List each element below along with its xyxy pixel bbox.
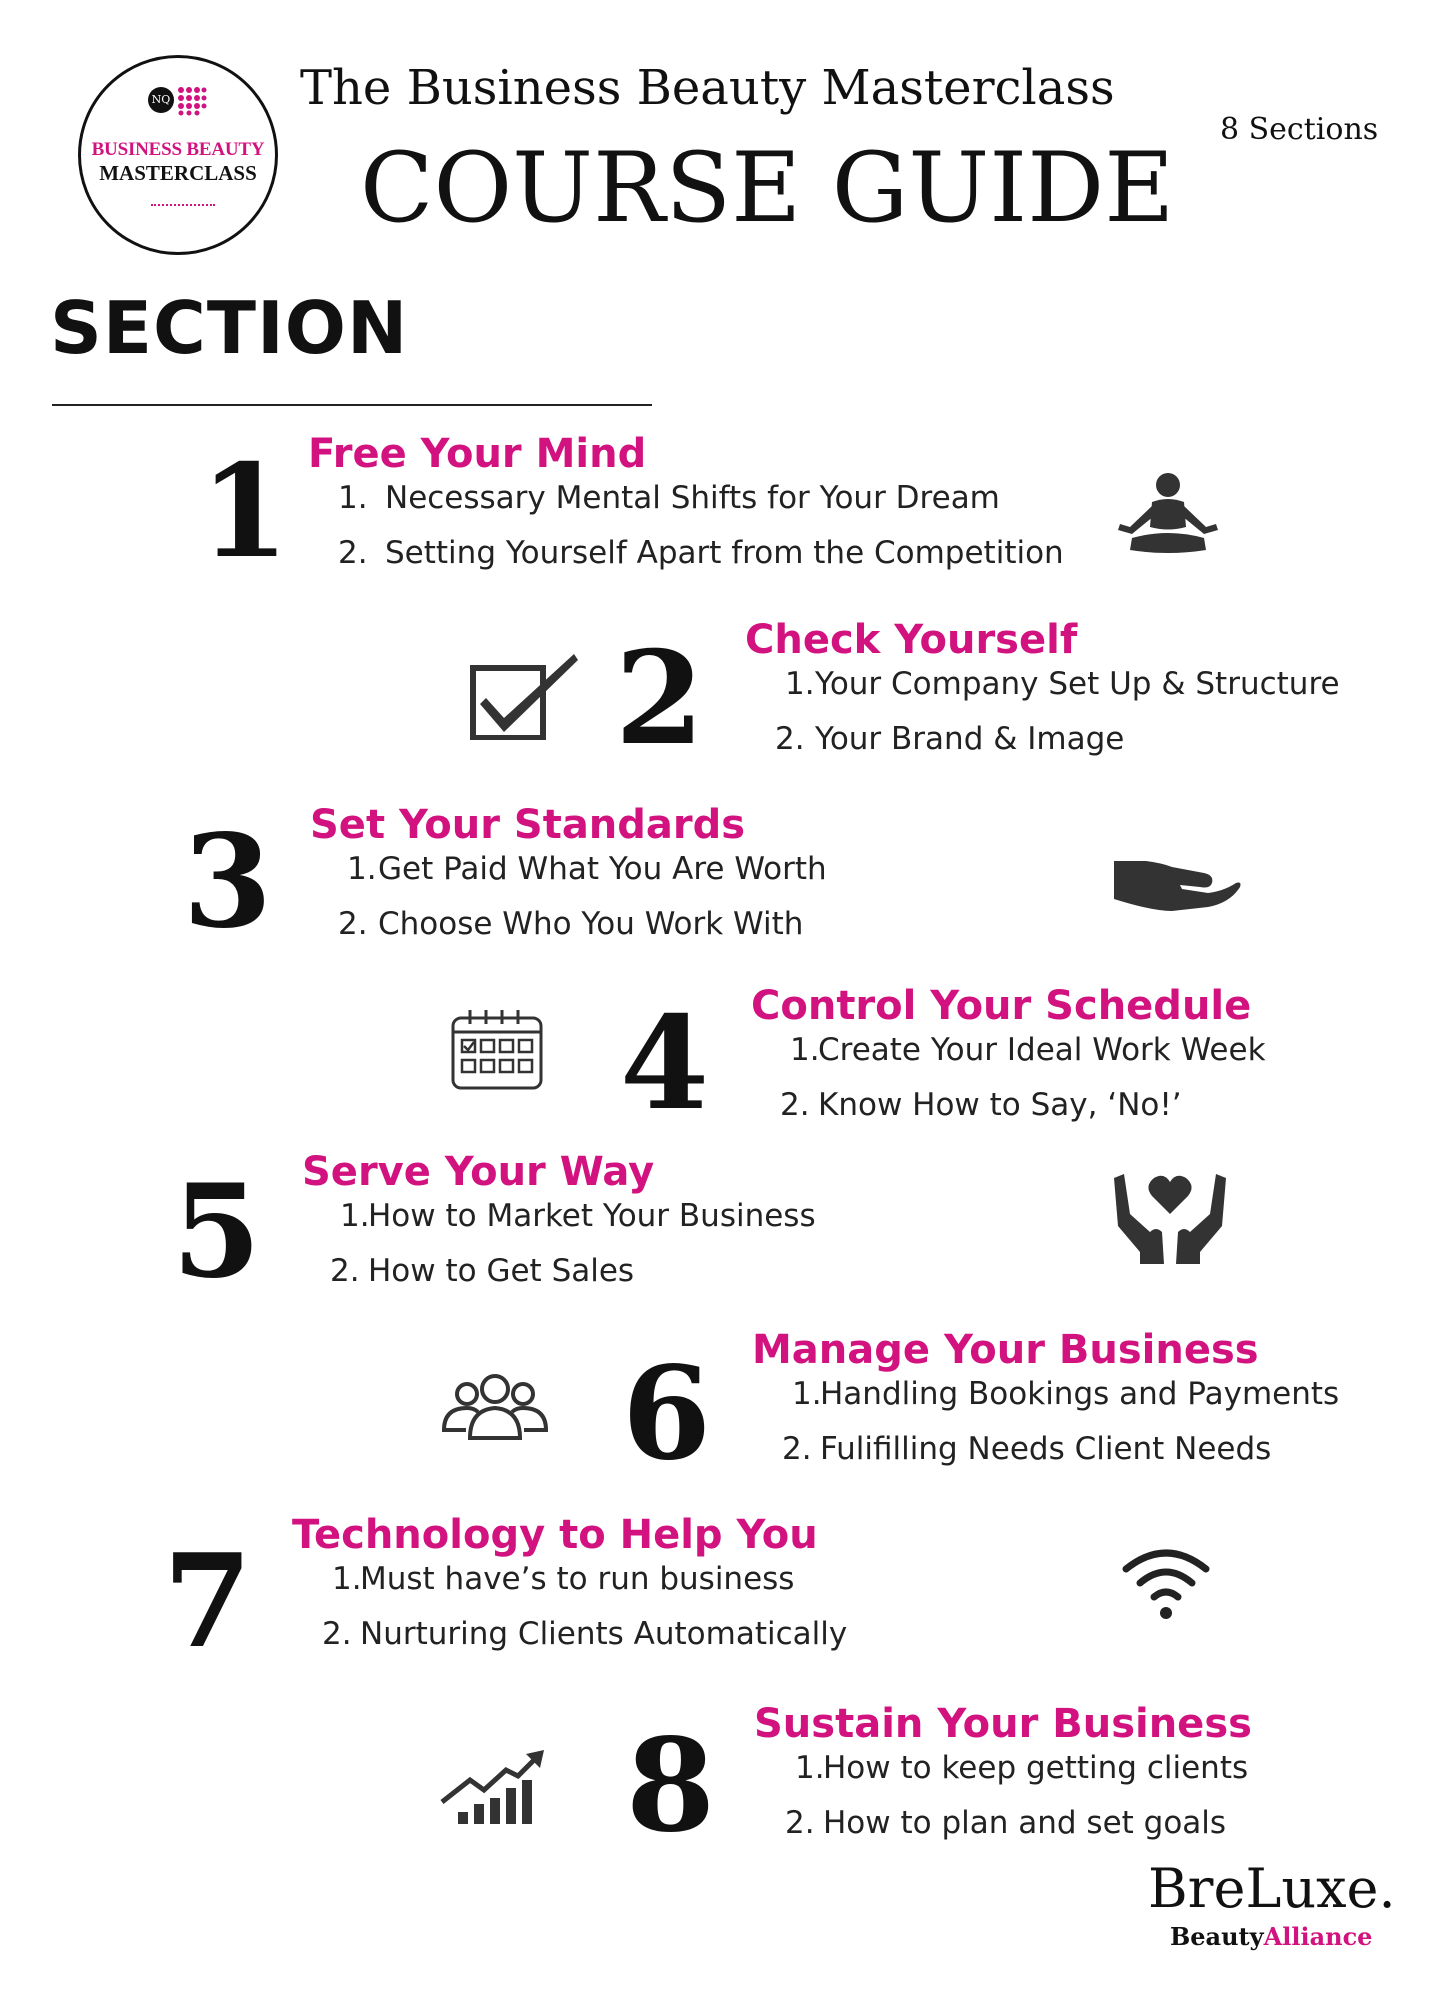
hands-heart-icon [1110,1168,1230,1268]
section-3-title: Set Your Standards [310,802,746,848]
section-2-item-1: Your Company Set Up & Structure [815,666,1340,702]
section-label: SECTION [50,286,409,370]
section-3-number: 3 [183,807,273,957]
section-3-item-1: Get Paid What You Are Worth [378,851,827,887]
section-2-item-1-marker: 1. [785,666,815,702]
section-2-item-2-marker: 2. [775,721,805,757]
section-4-item-2: Know How to Say, ‘No!’ [818,1087,1182,1123]
section-6-item-2-marker: 2. [782,1431,812,1467]
growth-chart-icon [440,1748,550,1828]
section-8-item-1: How to keep getting clients [823,1750,1249,1786]
section-6-item-2: Fulifilling Needs Client Needs [820,1431,1272,1467]
section-4-item-1-marker: 1. [790,1032,820,1068]
logo-dots-icon [177,86,207,116]
people-group-icon [440,1372,550,1442]
section-2-number: 2 [615,624,705,774]
section-2-item-2: Your Brand & Image [815,721,1125,757]
section-7-item-1-marker: 1. [332,1561,362,1597]
section-5-item-1-marker: 1. [340,1198,370,1234]
section-7-number: 7 [163,1527,253,1677]
section-divider [52,404,652,406]
logo-line1: BUSINESS BEAUTY [91,139,265,160]
open-hand-icon [1112,855,1242,915]
section-5-item-2-marker: 2. [330,1253,360,1289]
section-1-item-1: Necessary Mental Shifts for Your Dream [385,480,1000,516]
calendar-icon [450,1008,544,1092]
section-8-item-2: How to plan and set goals [823,1805,1227,1841]
logo-monogram: NQ [148,87,174,113]
section-8-number: 8 [626,1711,716,1861]
section-7-item-1: Must have’s to run business [360,1561,795,1597]
section-2-title: Check Yourself [745,617,1078,663]
section-7-title: Technology to Help You [292,1512,818,1558]
checkbox-icon [470,650,580,740]
section-1-title: Free Your Mind [308,431,647,477]
tagline-alliance: Alliance [1263,1922,1373,1951]
beauty-alliance-tagline [1170,1922,1373,1951]
meditation-icon [1118,472,1218,556]
section-7-item-2: Nurturing Clients Automatically [360,1616,848,1652]
section-5-item-1: How to Market Your Business [368,1198,816,1234]
section-8-item-2-marker: 2. [785,1805,815,1841]
section-3-item-2-marker: 2. [338,906,368,942]
section-count: 8 Sections [1220,112,1379,147]
section-3-item-1-marker: 1. [347,851,377,887]
breluxe-logo: BreLuxe. [1148,1857,1396,1920]
logo-line2: MASTERCLASS [99,161,257,185]
section-1-item-2-marker: 2. [338,535,368,571]
section-4-number: 4 [620,989,710,1139]
section-6-item-1-marker: 1. [792,1376,822,1412]
section-6-number: 6 [622,1339,712,1489]
section-3-item-2: Choose Who You Work With [378,906,804,942]
section-4-item-2-marker: 2. [780,1087,810,1123]
section-8-title: Sustain Your Business [754,1701,1252,1747]
section-5-item-2: How to Get Sales [368,1253,635,1289]
section-6-title: Manage Your Business [752,1327,1259,1373]
section-4-item-1: Create Your Ideal Work Week [818,1032,1266,1068]
tagline-beauty: Beauty [1170,1922,1264,1951]
masterclass-logo [78,55,278,255]
logo-divider [151,204,215,206]
wifi-icon [1120,1545,1212,1621]
section-6-item-1: Handling Bookings and Payments [820,1376,1340,1412]
course-title: COURSE GUIDE [360,132,1175,244]
section-7-item-2-marker: 2. [322,1616,352,1652]
section-5-title: Serve Your Way [302,1149,655,1195]
section-1-item-2: Setting Yourself Apart from the Competition [385,535,1064,571]
section-5-number: 5 [172,1157,262,1307]
section-4-title: Control Your Schedule [751,983,1252,1029]
section-1-item-1-marker: 1. [338,480,368,516]
section-8-item-1-marker: 1. [795,1750,825,1786]
course-subtitle: The Business Beauty Masterclass [300,60,1115,116]
section-1-number: 1 [200,437,290,587]
